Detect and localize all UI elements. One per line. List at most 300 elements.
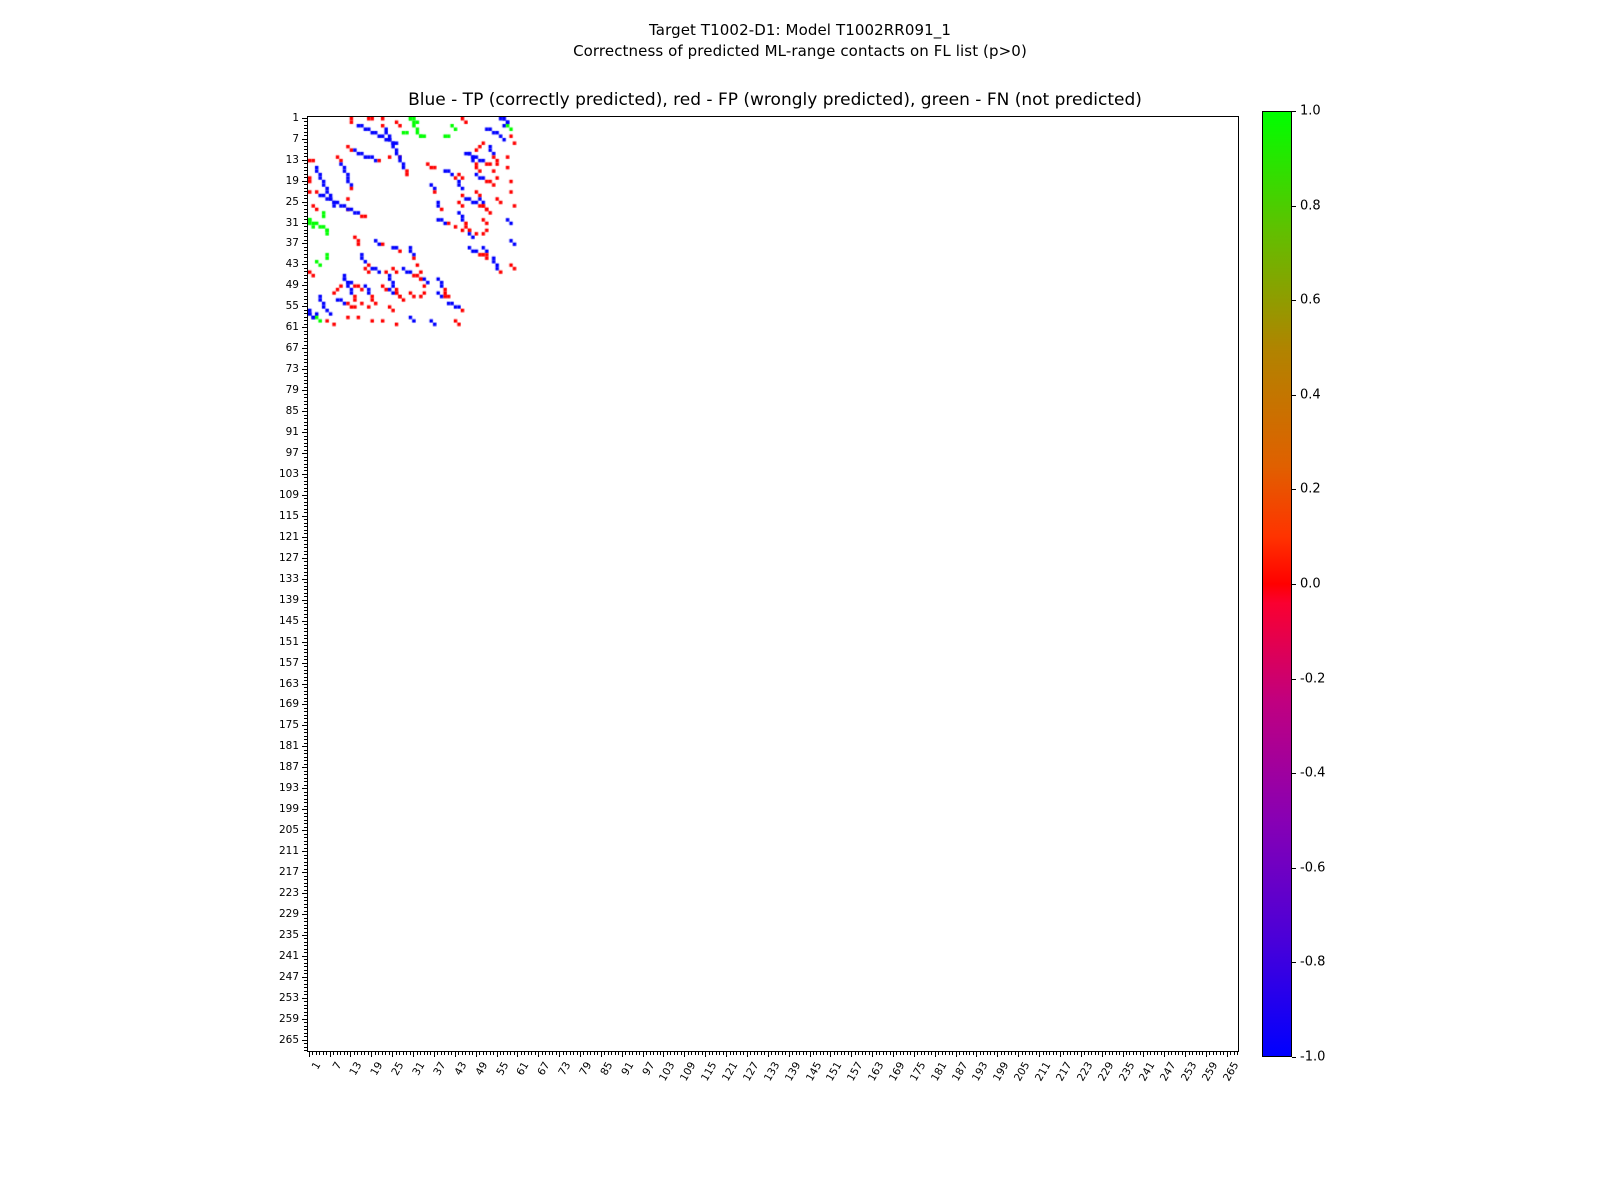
x-minor-tick <box>573 1052 574 1055</box>
x-minor-tick <box>1008 1052 1009 1055</box>
x-minor-tick <box>323 1052 324 1055</box>
x-minor-tick <box>688 1052 689 1055</box>
x-minor-tick <box>590 1052 591 1055</box>
x-minor-tick <box>538 1052 539 1055</box>
x-tick-mark <box>1018 1052 1019 1057</box>
x-minor-tick <box>632 1052 633 1055</box>
x-minor-tick <box>524 1052 525 1055</box>
x-minor-tick <box>1206 1052 1207 1055</box>
y-tick-label: 259 <box>278 1012 299 1025</box>
x-minor-tick <box>844 1052 845 1055</box>
x-tick-mark <box>1123 1052 1124 1057</box>
x-minor-tick <box>424 1052 425 1055</box>
x-minor-tick <box>997 1052 998 1055</box>
x-minor-tick <box>563 1052 564 1055</box>
x-minor-tick <box>743 1052 744 1055</box>
x-minor-tick <box>757 1052 758 1055</box>
x-tick-mark <box>851 1052 852 1057</box>
x-minor-tick <box>1199 1052 1200 1055</box>
x-minor-tick <box>660 1052 661 1055</box>
y-tick-label: 19 <box>285 174 299 187</box>
y-tick-label: 241 <box>278 949 299 962</box>
x-tick-mark <box>413 1052 414 1057</box>
x-minor-tick <box>542 1052 543 1055</box>
x-minor-tick <box>1116 1052 1117 1055</box>
colorbar-tick-label: -0.6 <box>1300 860 1326 876</box>
x-minor-tick <box>858 1052 859 1055</box>
x-minor-tick <box>1112 1052 1113 1055</box>
x-minor-tick <box>987 1052 988 1055</box>
x-minor-tick <box>1133 1052 1134 1055</box>
y-tick-label: 49 <box>285 279 299 292</box>
contact-map-plot[interactable] <box>307 116 1239 1052</box>
x-minor-tick <box>1192 1052 1193 1055</box>
x-minor-tick <box>872 1052 873 1055</box>
x-tick-mark <box>914 1052 915 1057</box>
x-minor-tick <box>441 1052 442 1055</box>
x-tick-label: 37 <box>431 1060 449 1078</box>
x-minor-tick <box>952 1052 953 1055</box>
x-minor-tick <box>472 1052 473 1055</box>
x-minor-tick <box>691 1052 692 1055</box>
x-minor-tick <box>792 1052 793 1055</box>
x-minor-tick <box>458 1052 459 1055</box>
x-tick-label: 169 <box>886 1060 908 1084</box>
x-tick-label: 133 <box>761 1060 783 1084</box>
x-minor-tick <box>709 1052 710 1055</box>
x-minor-tick <box>890 1052 891 1055</box>
x-minor-tick <box>469 1052 470 1055</box>
x-minor-tick <box>705 1052 706 1055</box>
x-minor-tick <box>1140 1052 1141 1055</box>
x-minor-tick <box>723 1052 724 1055</box>
x-tick-label: 259 <box>1199 1060 1221 1084</box>
x-minor-tick <box>754 1052 755 1055</box>
x-tick-label: 31 <box>410 1060 428 1078</box>
colorbar-tick-label: -0.2 <box>1300 671 1326 687</box>
y-tick-label: 193 <box>278 782 299 795</box>
x-minor-tick <box>420 1052 421 1055</box>
x-minor-tick <box>1056 1052 1057 1055</box>
x-minor-tick <box>517 1052 518 1055</box>
y-tick-label: 97 <box>285 447 299 460</box>
x-minor-tick <box>566 1052 567 1055</box>
x-minor-tick <box>931 1052 932 1055</box>
x-minor-tick <box>983 1052 984 1055</box>
x-minor-tick <box>879 1052 880 1055</box>
x-minor-tick <box>914 1052 915 1055</box>
x-minor-tick <box>646 1052 647 1055</box>
x-minor-tick <box>698 1052 699 1055</box>
x-minor-tick <box>876 1052 877 1055</box>
colorbar <box>1262 103 1326 1065</box>
y-tick-label: 151 <box>278 635 299 648</box>
x-minor-tick <box>1018 1052 1019 1055</box>
x-minor-tick <box>350 1052 351 1055</box>
x-minor-tick <box>326 1052 327 1055</box>
x-tick-label: 229 <box>1095 1060 1117 1084</box>
x-minor-tick <box>556 1052 557 1055</box>
x-tick-label: 85 <box>598 1060 616 1078</box>
x-tick-mark <box>371 1052 372 1057</box>
x-tick-label: 109 <box>678 1060 699 1084</box>
x-minor-tick <box>1102 1052 1103 1055</box>
x-minor-tick <box>1095 1052 1096 1055</box>
x-tick-label: 127 <box>740 1060 762 1084</box>
colorbar-gradient <box>1262 111 1292 1057</box>
y-tick-label: 187 <box>278 761 299 774</box>
y-tick-label: 199 <box>278 803 299 816</box>
x-minor-tick <box>580 1052 581 1055</box>
x-minor-tick <box>337 1052 338 1055</box>
x-tick-mark <box>830 1052 831 1057</box>
x-minor-tick <box>1161 1052 1162 1055</box>
x-tick-label: 175 <box>907 1060 929 1084</box>
y-tick-label: 205 <box>278 824 299 837</box>
y-tick-label: 235 <box>278 929 299 941</box>
x-tick-label: 205 <box>1012 1060 1033 1084</box>
x-minor-tick <box>650 1052 651 1055</box>
x-minor-tick <box>667 1052 668 1055</box>
x-minor-tick <box>945 1052 946 1055</box>
x-minor-tick <box>1209 1052 1210 1055</box>
colorbar-tick-label: 0.6 <box>1300 292 1321 308</box>
x-tick-mark <box>350 1052 351 1057</box>
y-tick-label: 13 <box>285 153 299 166</box>
x-tick-label: 211 <box>1033 1060 1054 1084</box>
x-minor-tick <box>465 1052 466 1055</box>
y-tick-label: 103 <box>278 467 299 480</box>
x-minor-tick <box>427 1052 428 1055</box>
x-minor-tick <box>1036 1052 1037 1055</box>
x-tick-mark <box>997 1052 998 1057</box>
x-minor-tick <box>354 1052 355 1055</box>
x-tick-mark <box>434 1052 435 1057</box>
x-minor-tick <box>497 1052 498 1055</box>
x-tick-label: 223 <box>1074 1060 1096 1084</box>
x-tick-label: 247 <box>1158 1060 1179 1084</box>
x-minor-tick <box>973 1052 974 1055</box>
x-minor-tick <box>942 1052 943 1055</box>
x-minor-tick <box>406 1052 407 1055</box>
x-tick-label: 235 <box>1116 1060 1137 1084</box>
x-minor-tick <box>716 1052 717 1055</box>
x-minor-tick <box>806 1052 807 1055</box>
x-tick-label: 43 <box>452 1060 470 1078</box>
x-tick-label: 49 <box>472 1060 491 1078</box>
x-minor-tick <box>448 1052 449 1055</box>
colorbar-tick-mark <box>1292 962 1296 963</box>
y-tick-label: 43 <box>285 258 299 271</box>
y-tick-label: 91 <box>285 426 299 439</box>
x-minor-tick <box>935 1052 936 1055</box>
x-tick-label: 25 <box>389 1060 407 1078</box>
x-minor-tick <box>444 1052 445 1055</box>
x-minor-tick <box>622 1052 623 1055</box>
x-minor-tick <box>865 1052 866 1055</box>
x-tick-mark <box>601 1052 602 1057</box>
x-tick-label: 265 <box>1220 1060 1242 1084</box>
x-minor-tick <box>820 1052 821 1055</box>
x-minor-tick <box>1230 1052 1231 1055</box>
x-minor-tick <box>834 1052 835 1055</box>
x-minor-tick <box>316 1052 317 1055</box>
x-minor-tick <box>750 1052 751 1055</box>
x-minor-tick <box>1060 1052 1061 1055</box>
x-minor-tick <box>924 1052 925 1055</box>
colorbar-tick-mark <box>1292 773 1296 774</box>
x-minor-tick <box>364 1052 365 1055</box>
x-tick-mark <box>1081 1052 1082 1057</box>
x-minor-tick <box>1178 1052 1179 1055</box>
x-minor-tick <box>657 1052 658 1055</box>
colorbar-tick-mark <box>1292 111 1296 112</box>
x-tick-label: 13 <box>347 1060 365 1078</box>
x-minor-tick <box>392 1052 393 1055</box>
x-tick-mark <box>622 1052 623 1057</box>
x-minor-tick <box>1046 1052 1047 1055</box>
y-tick-label: 7 <box>292 132 299 145</box>
x-minor-tick <box>799 1052 800 1055</box>
x-minor-tick <box>810 1052 811 1055</box>
x-minor-tick <box>483 1052 484 1055</box>
x-minor-tick <box>1227 1052 1228 1055</box>
x-tick-label: 103 <box>657 1060 678 1084</box>
x-minor-tick <box>1063 1052 1064 1055</box>
x-minor-tick <box>312 1052 313 1055</box>
x-minor-tick <box>570 1052 571 1055</box>
x-minor-tick <box>653 1052 654 1055</box>
y-tick-label: 1 <box>292 111 299 124</box>
x-tick-label: 91 <box>619 1060 637 1078</box>
x-minor-tick <box>618 1052 619 1055</box>
x-minor-tick <box>684 1052 685 1055</box>
x-minor-tick <box>1202 1052 1203 1055</box>
x-minor-tick <box>1109 1052 1110 1055</box>
colorbar-tick-mark <box>1292 489 1296 490</box>
x-minor-tick <box>670 1052 671 1055</box>
x-minor-tick <box>1105 1052 1106 1055</box>
x-tick-mark <box>476 1052 477 1057</box>
y-tick-label: 37 <box>285 237 299 250</box>
colorbar-tick-mark <box>1292 300 1296 301</box>
x-tick-label: 115 <box>699 1060 720 1084</box>
colorbar-tick-mark <box>1292 584 1296 585</box>
x-minor-tick <box>726 1052 727 1055</box>
y-tick-label: 55 <box>285 300 299 313</box>
x-minor-tick <box>437 1052 438 1055</box>
x-minor-tick <box>823 1052 824 1055</box>
x-minor-tick <box>778 1052 779 1055</box>
x-minor-tick <box>587 1052 588 1055</box>
x-minor-tick <box>1074 1052 1075 1055</box>
x-minor-tick <box>361 1052 362 1055</box>
x-minor-tick <box>1185 1052 1186 1055</box>
x-minor-tick <box>816 1052 817 1055</box>
y-tick-label: 217 <box>278 866 299 879</box>
x-minor-tick <box>490 1052 491 1055</box>
x-tick-mark <box>1143 1052 1144 1057</box>
x-minor-tick <box>883 1052 884 1055</box>
x-minor-tick <box>451 1052 452 1055</box>
x-minor-tick <box>528 1052 529 1055</box>
x-minor-tick <box>1189 1052 1190 1055</box>
x-minor-tick <box>455 1052 456 1055</box>
x-minor-tick <box>674 1052 675 1055</box>
x-tick-label: 139 <box>782 1060 804 1084</box>
x-minor-tick <box>928 1052 929 1055</box>
x-minor-tick <box>643 1052 644 1055</box>
x-minor-tick <box>956 1052 957 1055</box>
y-tick-label: 247 <box>278 970 299 983</box>
x-minor-tick <box>862 1052 863 1055</box>
x-minor-tick <box>1053 1052 1054 1055</box>
x-tick-mark <box>643 1052 644 1057</box>
x-minor-tick <box>1154 1052 1155 1055</box>
x-minor-tick <box>503 1052 504 1055</box>
colorbar-tick-mark <box>1292 206 1296 207</box>
x-minor-tick <box>1196 1052 1197 1055</box>
y-tick-label: 67 <box>285 342 299 355</box>
x-minor-tick <box>434 1052 435 1055</box>
x-minor-tick <box>719 1052 720 1055</box>
x-minor-tick <box>949 1052 950 1055</box>
colorbar-tick-mark <box>1292 395 1296 396</box>
x-tick-mark <box>789 1052 790 1057</box>
colorbar-tick-label: 0.4 <box>1300 387 1321 403</box>
x-minor-tick <box>611 1052 612 1055</box>
x-tick-mark <box>538 1052 539 1057</box>
x-minor-tick <box>1143 1052 1144 1055</box>
x-tick-label: 241 <box>1137 1060 1158 1084</box>
x-minor-tick <box>869 1052 870 1055</box>
x-tick-mark <box>893 1052 894 1057</box>
x-tick-mark <box>747 1052 748 1057</box>
colorbar-tick-label: 0.2 <box>1300 481 1321 497</box>
x-minor-tick <box>813 1052 814 1055</box>
x-minor-tick <box>535 1052 536 1055</box>
x-minor-tick <box>910 1052 911 1055</box>
x-minor-tick <box>410 1052 411 1055</box>
y-tick-label: 133 <box>278 572 299 585</box>
x-tick-label: 61 <box>514 1060 532 1078</box>
x-minor-tick <box>980 1052 981 1055</box>
x-minor-tick <box>493 1052 494 1055</box>
x-minor-tick <box>399 1052 400 1055</box>
x-minor-tick <box>371 1052 372 1055</box>
x-minor-tick <box>629 1052 630 1055</box>
y-tick-label: 79 <box>285 384 299 397</box>
x-minor-tick <box>389 1052 390 1055</box>
x-minor-tick <box>559 1052 560 1055</box>
x-minor-tick <box>1091 1052 1092 1055</box>
colorbar-tick-label: -0.4 <box>1300 765 1326 781</box>
y-tick-label: 145 <box>278 614 299 627</box>
x-minor-tick <box>1223 1052 1224 1055</box>
x-minor-tick <box>1175 1052 1176 1055</box>
x-minor-tick <box>775 1052 776 1055</box>
y-tick-label: 229 <box>278 908 299 921</box>
x-tick-mark <box>663 1052 664 1057</box>
x-minor-tick <box>639 1052 640 1055</box>
x-minor-tick <box>514 1052 515 1055</box>
x-minor-tick <box>976 1052 977 1055</box>
x-minor-tick <box>333 1052 334 1055</box>
y-tick-label: 223 <box>278 887 299 900</box>
x-tick-mark <box>1227 1052 1228 1057</box>
x-minor-tick <box>1119 1052 1120 1055</box>
x-minor-tick <box>309 1052 310 1055</box>
x-minor-tick <box>702 1052 703 1055</box>
x-minor-tick <box>677 1052 678 1055</box>
y-tick-label: 25 <box>285 195 299 208</box>
x-tick-label: 163 <box>866 1060 887 1084</box>
x-minor-tick <box>1070 1052 1071 1055</box>
y-tick-label: 85 <box>285 405 299 418</box>
x-minor-tick <box>1084 1052 1085 1055</box>
x-minor-tick <box>549 1052 550 1055</box>
x-tick-mark <box>872 1052 873 1057</box>
x-tick-label: 7 <box>330 1060 344 1072</box>
x-minor-tick <box>545 1052 546 1055</box>
legend-subtitle: Blue - TP (correctly predicted), red - FP (wrongly predicted), green - FN (not predicted) <box>408 90 1142 110</box>
x-minor-tick <box>1220 1052 1221 1055</box>
colorbar-tick-label: 1.0 <box>1300 103 1321 119</box>
x-minor-tick <box>347 1052 348 1055</box>
x-minor-tick <box>330 1052 331 1055</box>
x-minor-tick <box>761 1052 762 1055</box>
x-minor-tick <box>841 1052 842 1055</box>
x-minor-tick <box>917 1052 918 1055</box>
x-minor-tick <box>583 1052 584 1055</box>
x-minor-tick <box>782 1052 783 1055</box>
x-minor-tick <box>851 1052 852 1055</box>
x-minor-tick <box>921 1052 922 1055</box>
x-minor-tick <box>1123 1052 1124 1055</box>
x-tick-mark <box>956 1052 957 1057</box>
x-minor-tick <box>1015 1052 1016 1055</box>
x-minor-tick <box>521 1052 522 1055</box>
x-minor-tick <box>413 1052 414 1055</box>
x-tick-mark <box>580 1052 581 1057</box>
x-tick-mark <box>705 1052 706 1057</box>
colorbar-tick-label: -1.0 <box>1300 1049 1326 1065</box>
x-minor-tick <box>768 1052 769 1055</box>
x-minor-tick <box>375 1052 376 1055</box>
x-minor-tick <box>886 1052 887 1055</box>
x-tick-label: 151 <box>824 1060 845 1084</box>
x-tick-mark <box>497 1052 498 1057</box>
x-tick-label: 193 <box>970 1060 991 1084</box>
y-tick-label: 157 <box>278 656 299 669</box>
x-tick-label: 217 <box>1053 1060 1075 1084</box>
x-minor-tick <box>1049 1052 1050 1055</box>
x-minor-tick <box>695 1052 696 1055</box>
y-tick-label: 61 <box>285 321 299 334</box>
x-tick-mark <box>935 1052 936 1057</box>
x-minor-tick <box>1088 1052 1089 1055</box>
x-minor-tick <box>625 1052 626 1055</box>
x-minor-tick <box>1129 1052 1130 1055</box>
x-minor-tick <box>396 1052 397 1055</box>
x-minor-tick <box>615 1052 616 1055</box>
x-tick-mark <box>684 1052 685 1057</box>
x-minor-tick <box>382 1052 383 1055</box>
x-minor-tick <box>771 1052 772 1055</box>
x-minor-tick <box>1126 1052 1127 1055</box>
x-minor-tick <box>1025 1052 1026 1055</box>
x-minor-tick <box>994 1052 995 1055</box>
